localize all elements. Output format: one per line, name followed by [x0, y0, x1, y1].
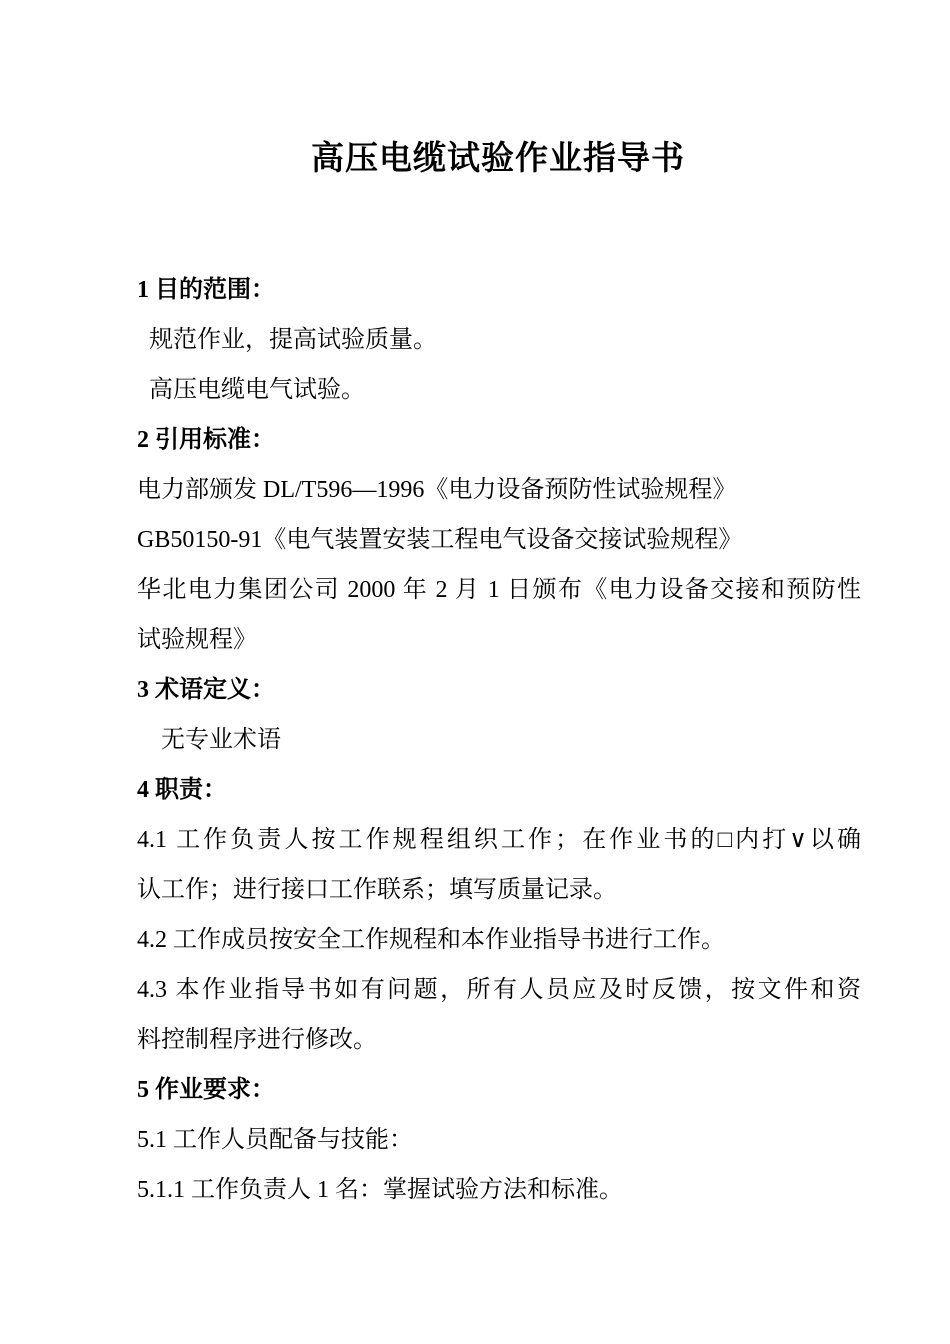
section-4-1: 4.1 工作负责人按工作规程组织工作；在作业书的□内打∨以确: [137, 827, 861, 853]
section-4-3: 4.3 本作业指导书如有问题，所有人员应及时反馈，按文件和资: [137, 977, 861, 1003]
section-4-heading: 4 职责：: [137, 777, 227, 803]
section-1-heading: 1 目的范围：: [137, 277, 275, 303]
section-4-1-cont: 认工作；进行接口工作联系；填写质量记录。: [137, 877, 617, 903]
section-1-purpose: 规范作业，提高试验质量。: [149, 327, 437, 353]
section-2-standard-3-cont: 试验规程》: [137, 627, 257, 653]
section-5-1: 5.1 工作人员配备与技能：: [137, 1127, 413, 1153]
section-2-heading: 2 引用标准：: [137, 427, 275, 453]
section-5-1-1: 5.1.1 工作负责人 1 名：掌握试验方法和标准。: [137, 1177, 623, 1203]
section-4-3-cont: 料控制程序进行修改。: [137, 1027, 377, 1053]
section-2-standard-1: 电力部颁发 DL/T596—1996《电力设备预防性试验规程》: [137, 477, 737, 503]
document-title: 高压电缆试验作业指导书: [311, 141, 685, 177]
section-3-heading: 3 术语定义：: [137, 677, 275, 703]
section-4-2: 4.2 工作成员按安全工作规程和本作业指导书进行工作。: [137, 927, 725, 953]
section-3-content: 无专业术语: [161, 727, 281, 753]
section-1-scope: 高压电缆电气试验。: [149, 377, 365, 403]
section-2-standard-3: 华北电力集团公司 2000 年 2 月 1 日颁布《电力设备交接和预防性: [137, 577, 861, 603]
section-5-heading: 5 作业要求：: [137, 1077, 275, 1103]
document-body: [137, 265, 861, 1215]
section-2-standard-2: GB50150-91《电气装置安装工程电气设备交接试验规程》: [137, 527, 743, 553]
